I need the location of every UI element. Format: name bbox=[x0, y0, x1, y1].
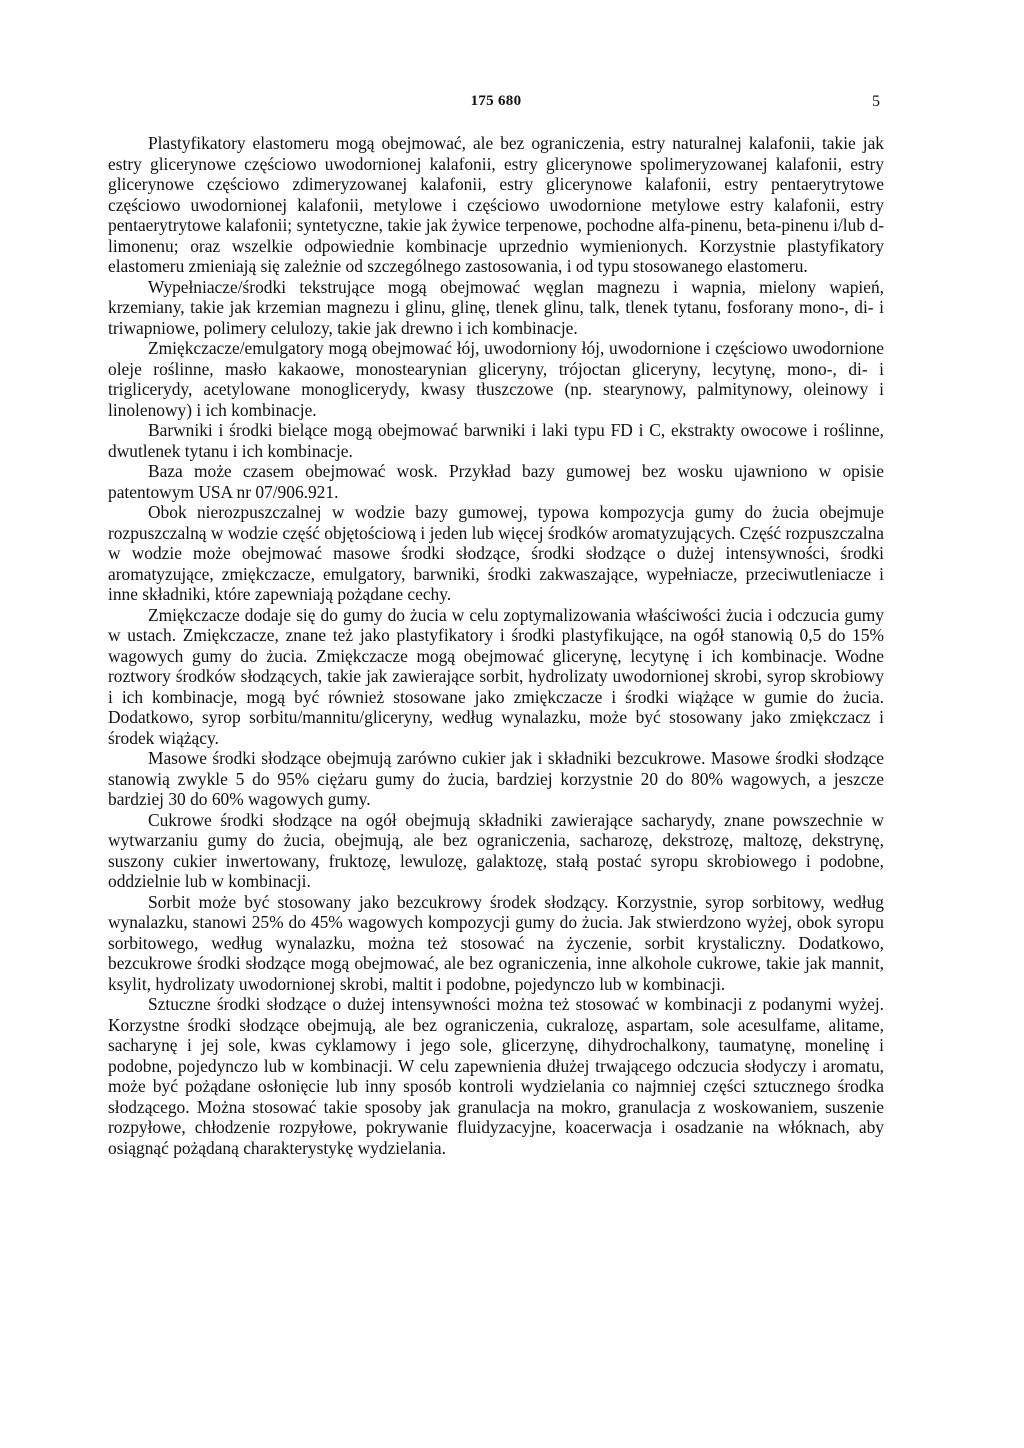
paragraph-high-intensity-sweeteners: Sztuczne środki słodzące o dużej intensywności można też stosować w kombinacji z podanymi wyżej. Korzystne środki słodzące obejmują, ale bez ograniczenia, cukralozę, aspartam, sole acesulfame, alitame, sacharynę i jej sole, kwas cyklamowy i jego sole, glicerzynę, dihydrochalkony, taumatynę, monelinę i podobne, pojedynczo lub w kombinacji. W celu zapewnienia dłużej trwającego odczucia słodyczy i aromatu, może być pożądane osłonięcie lub inny sposób kontroli wydzielania co najmniej części sztucznego środka słodzącego. Można stosować takie sposoby jak granulacja na mokro, granulacja z woskowaniem, suszenie rozpyłowe, chłodzenie rozpyłowe, pokrywanie fluidyzacyjne, koacerwacja i osadzanie na włóknach, aby osiągnąć pożądaną charakterystykę wydzielania. bbox=[108, 994, 884, 1158]
paragraph-colorants: Barwniki i środki bielące mogą obejmować barwniki i laki typu FD i C, ekstrakty owocowe i roślinne, dwutlenek tytanu i ich kombinacje. bbox=[108, 420, 884, 461]
patent-number: 175 680 bbox=[470, 93, 522, 109]
paragraph-wax: Baza może czasem obejmować wosk. Przykład bazy gumowej bez wosku ujawniono w opisie patentowym USA nr 07/906.921. bbox=[108, 461, 884, 502]
paragraph-sorbitol: Sorbit może być stosowany jako bezcukrowy środek słodzący. Korzystnie, syrop sorbitowy, według wynalazku, stanowi 25% do 45% wagowych kompozycji gumy do żucia. Jak stwierdzono wyżej, obok syropu sorbitowego, według wynalazku, można też stosować na życzenie, sorbit krystaliczny. Dodatkowo, bezcukrowe środki słodzące mogą obejmować, ale bez ograniczenia, inne alkohole cukrowe, takie jak mannit, ksylit, hydrolizaty uwodornionej skrobi, maltit i podobne, pojedynczo lub w kombinacji. bbox=[108, 891, 884, 994]
paragraph-plasticizers: Plastyfikatory elastomeru mogą obejmować, ale bez ograniczenia, estry naturalnej kalafonii, takie jak estry glicerynowe częściowo uwodornionej kalafonii, estry glicerynowe spolimeryzowanej kalafonii, estry glicerynowe częściowo zdimeryzowanej kalafonii, estry glicerynowe kalafonii, estry pentaerytrytowe częściowo uwodornionej kalafonii, metylowe i częściowo uwodornione metylowe estry kalafonii, estry pentaerytrytowe kalafonii; syntetyczne, takie jak żywice terpenowe, pochodne alfa-pinenu, beta-pinenu i/lub d-limonenu; oraz wszelkie odpowiednie kombinacje uprzednio wymienionych. Korzystnie plastyfikatory elastomeru zmieniają się zależnie od szczególnego zastosowania, i od typu stosowanego elastomeru. bbox=[108, 133, 884, 276]
paragraph-softeners: Zmiękczacze dodaje się do gumy do żucia w celu zoptymalizowania właściwości żucia i odczucia gumy w ustach. Zmiękczacze, znane też jako plastyfikatory i środki plastyfikujące, na ogół stanowią 0,5 do 15% wagowych gumy do żucia. Zmiękczacze mogą obejmować glicerynę, lecytynę i ich kombinacje. Wodne roztwory środków słodzących, takie jak zawierające sorbit, hydrolizaty uwodornionej skrobi, syrop skrobiowy i ich kombinacje, mogą być również stosowane jako zmiękczacze i środki wiążące w gumie do żucia. Dodatkowo, syrop sorbitu/mannitu/gliceryny, według wynalazku, może być stosowany jako zmiękczacz i środek wiążący. bbox=[108, 604, 884, 748]
paragraph-water-soluble-portion: Obok nierozpuszczalnej w wodzie bazy gumowej, typowa kompozycja gumy do żucia obejmuje rozpuszczalną w wodzie część objętościową i jeden lub więcej środków aromatyzujących. Część rozpuszczalna w wodzie może obejmować masowe środki słodzące, środki słodzące o dużej intensywności, środki aromatyzujące, zmiękczacze, emulgatory, barwniki, środki zakwaszające, wypełniacze, przeciwutleniacze i inne składniki, które zapewniają pożądane cechy. bbox=[108, 502, 884, 604]
paragraph-sugar-sweeteners: Cukrowe środki słodzące na ogół obejmują składniki zawierające sacharydy, znane powszechnie w wytwarzaniu gumy do żucia, obejmują, ale bez ograniczenia, sacharozę, dekstrozę, maltozę, dekstrynę, suszony cukier inwertowany, fruktozę, lewulozę, galaktozę, stałą postać syropu skrobiowego i podobne, oddzielnie lub w kombinacji. bbox=[108, 809, 884, 891]
paragraph-softeners-emulsifiers: Zmiękczacze/emulgatory mogą obejmować łój, uwodorniony łój, uwodornione i częściowo uwodornione oleje roślinne, masło kakaowe, monostearynian gliceryny, trójoctan gliceryny, lecytynę, mono-, di- i triglicerydy, acetylowane monoglicerydy, kwasy tłuszczowe (np. stearynowy, palmitynowy, oleinowy i linolenowy) i ich kombinacje. bbox=[108, 338, 884, 420]
paragraph-bulk-sweeteners: Masowe środki słodzące obejmują zarówno cukier jak i składniki bezcukrowe. Masowe środki słodzące stanowią zwykle 5 do 95% ciężaru gumy do żucia, bardziej korzystnie 20 do 80% wagowych, a jeszcze bardziej 30 do 60% wagowych gumy. bbox=[108, 748, 884, 809]
body-text bbox=[108, 133, 884, 1158]
paragraph-fillers: Wypełniacze/środki tekstrujące mogą obejmować węglan magnezu i wapnia, mielony wapień, krzemiany, takie jak krzemian magnezu i glinu, glinę, tlenek glinu, talk, tlenek tytanu, fosforany mono-, di- i triwapniowe, polimery celulozy, takie jak drewno i ich kombinacje. bbox=[108, 276, 884, 338]
page-number: 5 bbox=[872, 93, 880, 110]
page-header bbox=[108, 93, 884, 117]
